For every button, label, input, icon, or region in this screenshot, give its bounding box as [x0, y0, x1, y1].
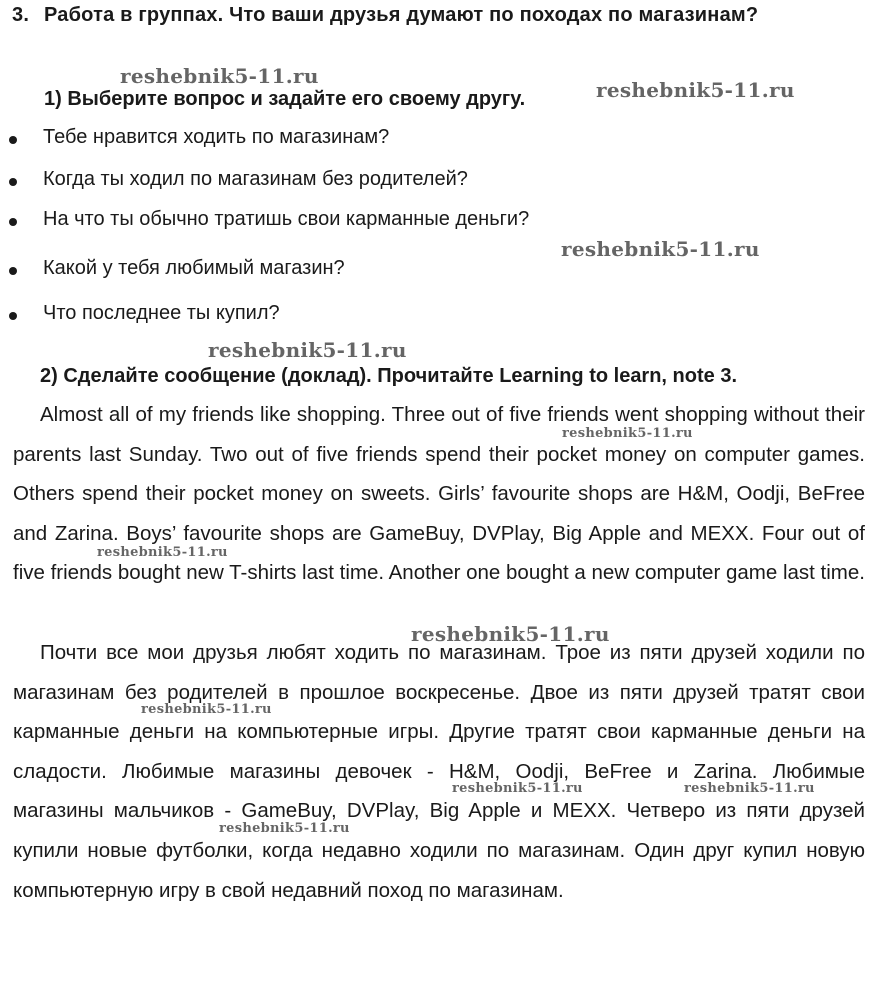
english-report-paragraph: Almost all of my friends like shopping. Three out of five friends went shopping without their parents last Sunday. Two out of five friends spend their pocket money on computer games. Others spend their pocket money on sweets. Girls’ favourite shops are H&M, Oodji, BeFree and Zarina. Boys’ favourite shops are GameBuy, DVPlay, Big Apple and MEXX. Four out of five friends bought new T-shirts last time. Another one bought a new computer game last time. [13, 403, 865, 585]
watermark: reshebnik5-11.ru [561, 237, 760, 261]
task-number: 3. [12, 4, 30, 26]
bullet-icon [9, 267, 17, 275]
watermark: reshebnik5-11.ru [120, 64, 319, 88]
watermark: reshebnik5-11.ru [452, 781, 583, 796]
watermark: reshebnik5-11.ru [208, 338, 407, 362]
watermark: reshebnik5-11.ru [141, 702, 272, 717]
question-text: Что последнее ты купил? [43, 302, 280, 324]
bullet-icon [9, 136, 17, 144]
question-text: Когда ты ходил по магазинам без родителей? [43, 168, 468, 190]
russian-report-paragraph: Почти все мои друзья любят ходить по магазинам. Трое из пяти друзей ходили по магазинам без родителей в прошлое воскресенье. Двое из пяти друзей тратят свои карманные деньги на компьютерные игры. Другие тратят свои карманные деньги на сладости. Любимые магазины девочек - H&M, Oodji, BeFree и Zarina. Любимые магазины мальчиков - GameBuy, DVPlay, Big Apple и MEXX. Четверо из пяти друзей купили новые футболки, когда недавно ходили по магазинам. Один друг купил новую компьютерную игру в свой недавний поход по магазинам. [13, 641, 865, 902]
bullet-icon [9, 178, 17, 186]
question-text: Какой у тебя любимый магазин? [43, 257, 345, 279]
watermark: reshebnik5-11.ru [684, 781, 815, 796]
task-title: Работа в группах. Что ваши друзья думают по походах по магазинам? [44, 4, 759, 26]
watermark: reshebnik5-11.ru [596, 78, 795, 102]
question-text: Тебе нравится ходить по магазинам? [43, 126, 390, 148]
bullet-icon [9, 218, 17, 226]
watermark: reshebnik5-11.ru [219, 821, 350, 836]
watermark: reshebnik5-11.ru [97, 545, 228, 560]
part2-label: 2) Сделайте сообщение (доклад). Прочитайте Learning to learn, note 3. [40, 365, 738, 387]
watermark: reshebnik5-11.ru [411, 622, 610, 646]
part1-label: 1) Выберите вопрос и задайте его своему другу. [44, 88, 526, 110]
watermark: reshebnik5-11.ru [562, 426, 693, 441]
question-text: На что ты обычно тратишь свои карманные деньги? [43, 208, 530, 230]
bullet-icon [9, 312, 17, 320]
task-heading [12, 4, 872, 27]
